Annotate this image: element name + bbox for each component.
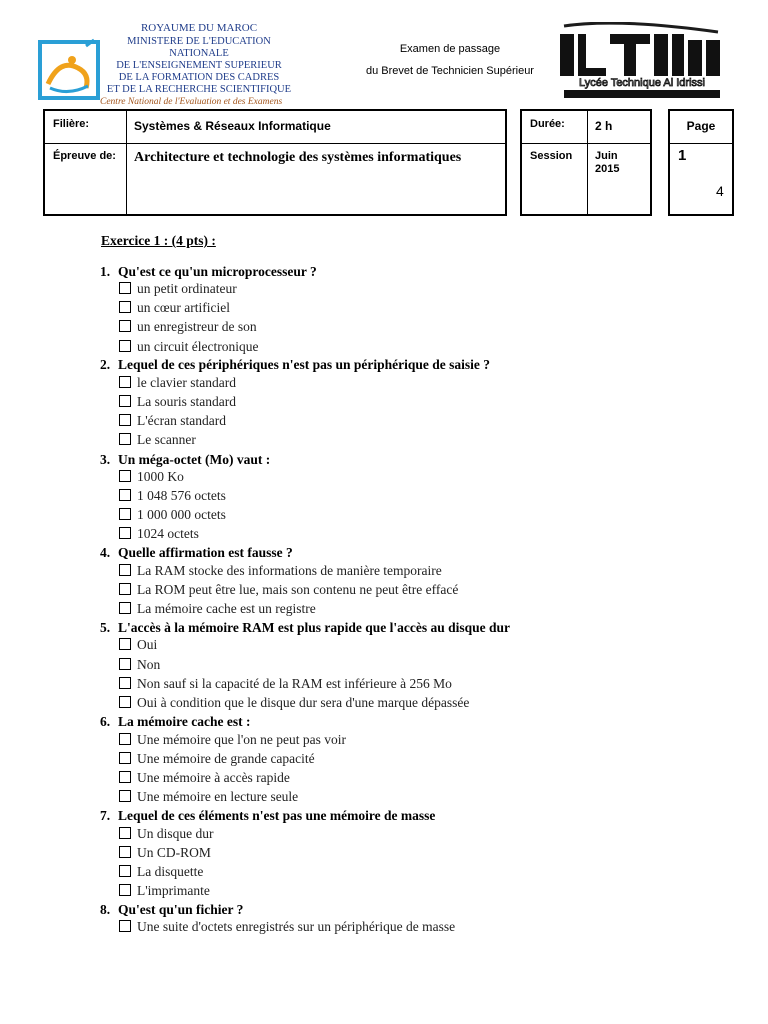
checkbox-icon[interactable]: [119, 395, 131, 407]
checkbox-icon[interactable]: [119, 752, 131, 764]
option[interactable]: [119, 300, 230, 316]
ministry-line: ROYAUME DU MAROC: [140, 22, 258, 34]
session-value-year: 2015: [595, 163, 620, 175]
option-text: L'écran standard: [137, 413, 227, 428]
option-text: Non: [137, 657, 161, 672]
option[interactable]: [119, 281, 237, 297]
checkbox-icon[interactable]: [119, 865, 131, 877]
checkbox-icon[interactable]: [119, 320, 131, 332]
option[interactable]: [119, 732, 346, 748]
question-number: 3.: [100, 452, 111, 467]
question-text: Lequel de ces périphériques n'est pas un périphérique de saisie ?: [118, 357, 491, 372]
filiere-label: Filière:: [53, 118, 90, 130]
option-text: Non sauf si la capacité de la RAM est inférieure à 256 Mo: [137, 676, 452, 691]
checkbox-icon[interactable]: [119, 508, 131, 520]
question: [100, 452, 270, 468]
option[interactable]: [119, 469, 184, 485]
exercise-title: Exercice 1 : (4 pts) :: [101, 233, 216, 248]
option[interactable]: [119, 751, 315, 767]
question-number: 6.: [100, 714, 111, 729]
option[interactable]: [119, 394, 236, 410]
checkbox-icon[interactable]: [119, 470, 131, 482]
checkbox-icon[interactable]: [119, 282, 131, 294]
option[interactable]: [119, 770, 290, 786]
question: [100, 545, 293, 561]
checkbox-icon[interactable]: [119, 790, 131, 802]
option-text: Oui à condition que le disque dur sera d'une marque dépassée: [137, 695, 470, 710]
checkbox-icon[interactable]: [119, 527, 131, 539]
option[interactable]: [119, 657, 160, 673]
option-text: Un disque dur: [137, 826, 214, 841]
option-text: Un CD-ROM: [137, 845, 211, 860]
checkbox-icon[interactable]: [119, 564, 131, 576]
option[interactable]: [119, 676, 452, 692]
question-text: Lequel de ces éléments n'est pas une mémoire de masse: [118, 808, 436, 823]
option-text: un cœur artificiel: [137, 300, 230, 315]
info-box-main: [43, 109, 507, 216]
option[interactable]: [119, 563, 442, 579]
option-text: Le scanner: [137, 432, 196, 447]
question-number: 5.: [100, 620, 111, 635]
option-text: La disquette: [137, 864, 204, 879]
question-text: L'accès à la mémoire RAM est plus rapide que l'accès au disque dur: [118, 620, 510, 635]
duree-label: Durée:: [530, 118, 565, 130]
checkbox-icon[interactable]: [119, 340, 131, 352]
question-number: 1.: [100, 264, 111, 279]
option[interactable]: [119, 637, 157, 653]
option-text: Une mémoire à accès rapide: [137, 770, 290, 785]
ministry-line: DE L'ENSEIGNEMENT SUPERIEUR: [116, 60, 282, 71]
checkbox-icon[interactable]: [119, 771, 131, 783]
exam-title: [340, 38, 560, 82]
filiere-value: Systèmes & Réseaux Informatique: [134, 119, 331, 133]
option-text: le clavier standard: [137, 375, 236, 390]
option[interactable]: [119, 789, 298, 805]
session-label: Session: [530, 150, 573, 162]
checkbox-icon[interactable]: [119, 489, 131, 501]
duree-value: 2 h: [595, 119, 613, 133]
option-text: Une mémoire que l'on ne peut pas voir: [137, 732, 346, 747]
page-header: [0, 0, 768, 110]
checkbox-icon[interactable]: [119, 920, 131, 932]
epreuve-label: Épreuve de:: [53, 150, 116, 162]
page-current: 1: [678, 147, 687, 164]
option-text: La ROM peut être lue, mais son contenu ne peut être effacé: [137, 582, 459, 597]
option-text: L'imprimante: [137, 883, 210, 898]
option-text: La RAM stocke des informations de manière temporaire: [137, 563, 442, 578]
info-box-page: [668, 109, 734, 216]
page-total: 4: [716, 183, 724, 199]
checkbox-icon[interactable]: [119, 677, 131, 689]
option[interactable]: [119, 826, 214, 842]
option[interactable]: [119, 375, 236, 391]
checkbox-icon[interactable]: [119, 414, 131, 426]
option[interactable]: [119, 883, 210, 899]
option-text: Oui: [137, 637, 158, 652]
school-logo-text: Lycée Technique Al Idrissi: [579, 77, 705, 89]
option-text: Une mémoire en lecture seule: [137, 789, 299, 804]
option[interactable]: [119, 488, 226, 504]
question: [100, 714, 250, 730]
info-box-duration: [520, 109, 652, 216]
option[interactable]: [119, 413, 226, 429]
checkbox-icon[interactable]: [119, 827, 131, 839]
option[interactable]: [119, 695, 469, 711]
question: [100, 808, 435, 824]
ministry-logo-icon: [38, 38, 102, 102]
page-label: Page: [686, 119, 716, 133]
ministry-line: DE LA FORMATION DES CADRES: [118, 72, 280, 83]
option-text: 1 048 576 octets: [137, 488, 226, 503]
checkbox-icon[interactable]: [119, 583, 131, 595]
option[interactable]: [119, 507, 226, 523]
option[interactable]: [119, 319, 257, 335]
session-value-month: Juin: [595, 150, 618, 162]
option-text: 1 000 000 octets: [137, 507, 226, 522]
option[interactable]: [119, 526, 199, 542]
option-text: Une mémoire de grande capacité: [137, 751, 315, 766]
exam-title-line1: Examen de passage: [399, 43, 501, 55]
checkbox-icon[interactable]: [119, 602, 131, 614]
school-logo-icon: [558, 22, 726, 100]
question-number: 4.: [100, 545, 111, 560]
exam-title-line2: du Brevet de Technicien Supérieur: [366, 65, 534, 77]
option-text: un circuit électronique: [137, 339, 259, 354]
question-text: Qu'est qu'un fichier ?: [118, 902, 244, 917]
question: [100, 620, 510, 636]
ministry-line: MINISTERE DE L'EDUCATION NATIONALE: [127, 36, 271, 59]
question: [100, 264, 317, 280]
question-text: Un méga-octet (Mo) vaut :: [118, 452, 271, 467]
question-number: 7.: [100, 808, 111, 823]
question-text: Quelle affirmation est fausse ?: [118, 545, 293, 560]
checkbox-icon[interactable]: [119, 376, 131, 388]
epreuve-value: Architecture et technologie des systèmes informatiques: [134, 150, 462, 165]
checkbox-icon[interactable]: [119, 696, 131, 708]
option[interactable]: [119, 582, 458, 598]
checkbox-icon[interactable]: [119, 846, 131, 858]
option[interactable]: [119, 919, 455, 935]
option-text: La mémoire cache est un registre: [137, 601, 316, 616]
question-number: 8.: [100, 902, 111, 917]
checkbox-icon[interactable]: [119, 433, 131, 445]
question-text: La mémoire cache est :: [118, 714, 251, 729]
option-text: Une suite d'octets enregistrés sur un périphérique de masse: [137, 919, 456, 934]
option-text: La souris standard: [137, 394, 236, 409]
ministry-center: Centre National de l'Evaluation et des Examens: [100, 97, 283, 107]
option[interactable]: [119, 864, 203, 880]
checkbox-icon[interactable]: [119, 301, 131, 313]
question-number: 2.: [100, 357, 111, 372]
option-text: un enregistreur de son: [137, 319, 257, 334]
option-text: un petit ordinateur: [137, 281, 237, 296]
option[interactable]: [119, 339, 258, 355]
question: [100, 902, 243, 918]
checkbox-icon[interactable]: [119, 884, 131, 896]
option-text: 1024 octets: [137, 526, 199, 541]
ministry-line: ET DE LA RECHERCHE SCIENTIFIQUE: [106, 84, 292, 95]
option-text: 1000 Ko: [137, 469, 184, 484]
option[interactable]: [119, 432, 196, 448]
question: [100, 357, 490, 373]
option[interactable]: [119, 845, 211, 861]
ministry-text: [100, 22, 294, 108]
checkbox-icon[interactable]: [119, 638, 131, 650]
checkbox-icon[interactable]: [119, 658, 131, 670]
question-text: Qu'est ce qu'un microprocesseur ?: [118, 264, 317, 279]
option[interactable]: [119, 601, 316, 617]
checkbox-icon[interactable]: [119, 733, 131, 745]
